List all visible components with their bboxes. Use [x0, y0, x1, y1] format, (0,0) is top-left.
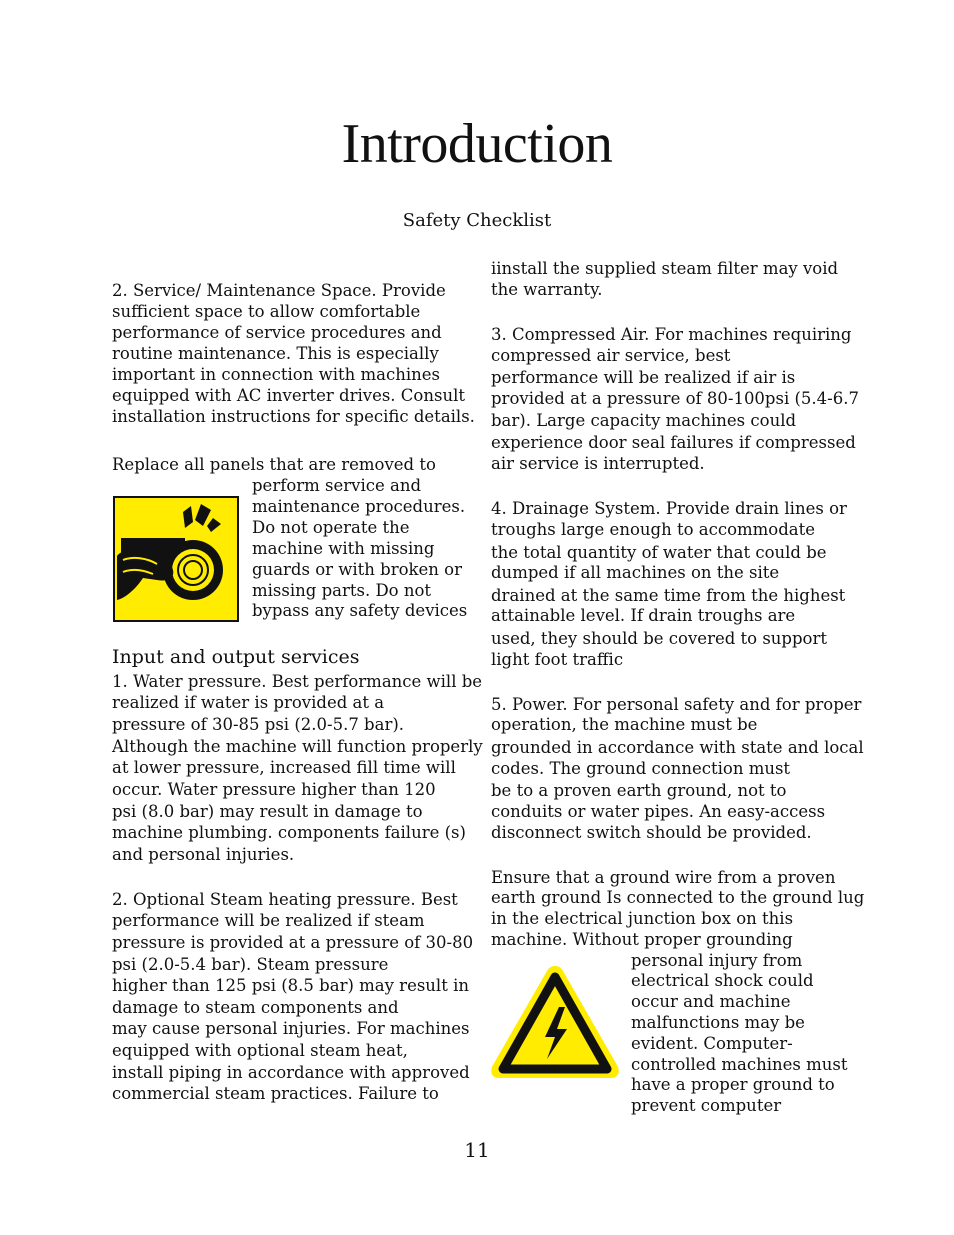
- text-line: operation, the machine must be: [491, 715, 758, 734]
- text-line: may cause personal injuries. For machines: [112, 1019, 470, 1038]
- text-line: sufficient space to allow comfortable: [112, 302, 421, 321]
- text-line: realized if water is provided at a: [112, 693, 385, 712]
- text-line: prevent computer: [631, 1096, 782, 1115]
- text-line: electrical shock could: [631, 971, 814, 990]
- text-line: earth ground Is connected to the ground lug: [491, 888, 865, 907]
- text-line: Although the machine will function properly: [112, 737, 483, 756]
- text-line: have a proper ground to: [631, 1075, 835, 1094]
- text-line: air service is interrupted.: [491, 454, 705, 473]
- text-line: dumped if all machines on the site: [491, 563, 780, 582]
- text-line: occur and machine: [631, 992, 791, 1011]
- text-line: personal injury from: [631, 951, 803, 970]
- text-line: 1. Water pressure. Best performance will be: [112, 672, 483, 691]
- text-line: light foot traffic: [491, 650, 624, 669]
- text-line: psi (2.0-5.4 bar). Steam pressure: [112, 955, 389, 974]
- text-line: the warranty.: [491, 280, 603, 299]
- text-line: iinstall the supplied steam filter may void: [491, 259, 839, 278]
- text-line: provided at a pressure of 80-100psi (5.4-6.7: [491, 389, 859, 408]
- text-line: equipped with optional steam heat,: [112, 1041, 408, 1060]
- text-line: Do not operate the: [252, 518, 410, 537]
- text-line: 2. Service/ Maintenance Space. Provide: [112, 281, 446, 300]
- page-number: 11: [464, 1138, 490, 1162]
- text-line: codes. The ground connection must: [491, 759, 791, 778]
- text-line: routine maintenance. This is especially: [112, 344, 439, 363]
- text-line: machine. Without proper grounding: [491, 930, 793, 949]
- text-line: grounded in accordance with state and local: [491, 738, 864, 757]
- text-line: at lower pressure, increased fill time will: [112, 758, 456, 777]
- text-line: compressed air service, best: [491, 346, 731, 365]
- text-line: Replace all panels that are removed to: [112, 455, 436, 474]
- text-line: perform service and: [252, 476, 422, 495]
- hand-entanglement-warning-icon: [113, 496, 239, 622]
- text-line: 5. Power. For personal safety and for proper: [491, 695, 862, 714]
- text-line: be to a proven earth ground, not to: [491, 781, 787, 800]
- text-line: disconnect switch should be provided.: [491, 823, 812, 842]
- text-line: occur. Water pressure higher than 120: [112, 780, 436, 799]
- text-line: pressure of 30-85 psi (2.0-5.7 bar).: [112, 715, 405, 734]
- text-line: evident. Computer-: [631, 1034, 793, 1053]
- text-line: commercial steam practices. Failure to: [112, 1084, 439, 1103]
- text-line: used, they should be covered to support: [491, 629, 828, 648]
- text-line: missing parts. Do not: [252, 581, 432, 600]
- text-line: maintenance procedures.: [252, 497, 466, 516]
- text-line: and personal injuries.: [112, 845, 295, 864]
- text-line: bypass any safety devices: [252, 601, 468, 620]
- text-line: installation instructions for specific details.: [112, 407, 475, 426]
- text-line: damage to steam components and: [112, 998, 399, 1017]
- text-line: psi (8.0 bar) may result in damage to: [112, 802, 423, 821]
- text-line: 2. Optional Steam heating pressure. Best: [112, 890, 458, 909]
- text-line: pressure is provided at a pressure of 30-80: [112, 933, 474, 952]
- text-line: higher than 125 psi (8.5 bar) may result in: [112, 976, 469, 995]
- electrical-shock-warning-icon: [489, 963, 621, 1081]
- text-line: 3. Compressed Air. For machines requiring: [491, 325, 852, 344]
- text-line: the total quantity of water that could be: [491, 543, 827, 562]
- section-subtitle: Safety Checklist: [402, 210, 552, 231]
- services-heading: Input and output services: [112, 646, 360, 668]
- text-line: performance will be realized if steam: [112, 911, 425, 930]
- text-line: important in connection with machines: [112, 365, 440, 384]
- text-line: install piping in accordance with approved: [112, 1063, 470, 1082]
- text-line: Ensure that a ground wire from a proven: [491, 868, 836, 887]
- text-line: attainable level. If drain troughs are: [491, 606, 796, 625]
- text-line: machine with missing: [252, 539, 435, 558]
- text-line: guards or with broken or: [252, 560, 462, 579]
- text-line: experience door seal failures if compressed: [491, 433, 856, 452]
- text-line: 4. Drainage System. Provide drain lines or: [491, 499, 847, 518]
- page-title: Introduction: [341, 113, 613, 175]
- text-line: equipped with AC inverter drives. Consult: [112, 386, 465, 405]
- text-line: controlled machines must: [631, 1055, 848, 1074]
- text-line: troughs large enough to accommodate: [491, 520, 816, 539]
- text-line: drained at the same time from the highest: [491, 586, 846, 605]
- text-line: in the electrical junction box on this: [491, 909, 794, 928]
- text-line: machine plumbing. components failure (s): [112, 823, 466, 842]
- text-line: performance will be realized if air is: [491, 368, 796, 387]
- text-line: bar). Large capacity machines could: [491, 411, 797, 430]
- text-line: malfunctions may be: [631, 1013, 805, 1032]
- text-line: performance of service procedures and: [112, 323, 442, 342]
- text-line: conduits or water pipes. An easy-access: [491, 802, 826, 821]
